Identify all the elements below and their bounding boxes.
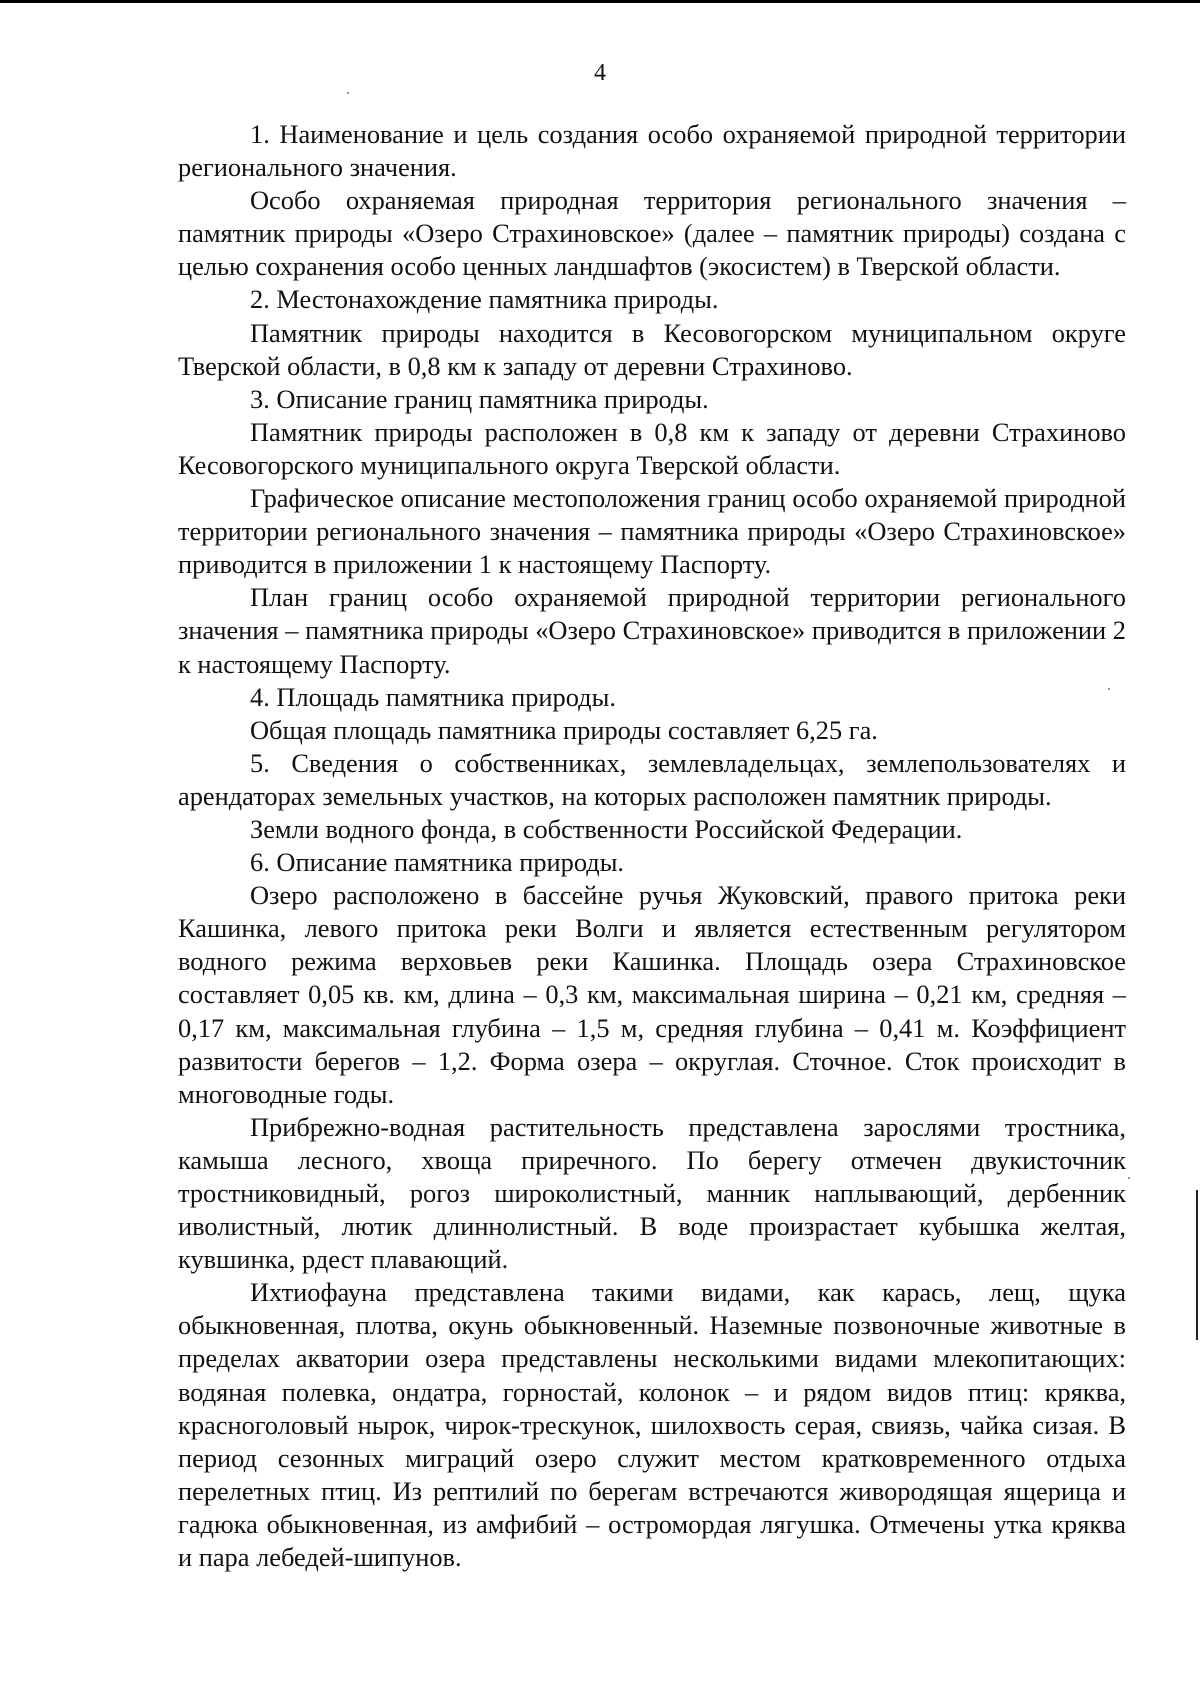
scan-top-edge: [0, 0, 1200, 3]
section-6-fauna: Ихтиофауна представлена такими видами, как карась, лещ, щука обыкновенная, плотва, окунь обыкновенный. Наземные позвоночные животные в пределах акватории озера представлены несколькими видами млекопитающих: водяная полевка, ондатра, горностай, колонок – и рядом видов птиц: кряква, красноголовый нырок, чирок-трескунок, шилохвость серая, свиязь, чайка сизая. В период сезонных миграций озеро служит местом кратковременного отдыха перелетных птиц. Из рептилий по берегам встречаются живородящая ящерица и гадюка обыкновенная, из амфибий – остромордая лягушка. Отмечены утка кряква и пара лебедей-шипунов.: [178, 1277, 1126, 1573]
section-1-text: Особо охраняемая природная территория регионального значения – памятник природы «Озеро Страхиновское» (далее – памятник природы) создана с целью сохранения особо ценных ландшафтов (экосистем) в Тверской области.: [178, 185, 1126, 282]
document-body: [178, 118, 1126, 1574]
scan-speck: [1128, 1177, 1130, 1179]
section-6-heading: 6. Описание памятника природы.: [250, 847, 625, 878]
section-2-heading: 2. Местонахождение памятника природы.: [250, 284, 719, 315]
section-5-heading: 5. Сведения о собственниках, землевладельцах, землепользователях и арендаторах земельных участков, на которых расположен памятник природы.: [178, 747, 1126, 811]
page-number: 4: [594, 60, 606, 86]
section-3-graphic-description: Графическое описание местоположения границ особо охраняемой природной территории регионального значения – памятника природы «Озеро Страхиновское» приводится в приложении 1 к настоящему Паспорту.: [178, 483, 1126, 580]
section-3-boundary-plan: План границ особо охраняемой природной территории регионального значения – памятника природы «Озеро Страхиновское» приводится в приложении 2 к настоящему Паспорту.: [178, 582, 1126, 679]
section-5-text: Земли водного фонда, в собственности Российской Федерации.: [250, 813, 963, 844]
scan-margin-mark: [1196, 1190, 1198, 1340]
scan-speck: [347, 92, 349, 94]
section-6-lake-description: Озеро расположено в бассейне ручья Жуковский, правого притока реки Кашинка, левого притока реки Волги и является естественным регулятором водного режима верховьев реки Кашинка. Площадь озера Страхиновское составляет 0,05 кв. км, длина – 0,3 км, максимальная ширина – 0,21 км, средняя – 0,17 км, максимальная глубина – 1,5 м, средняя глубина – 0,41 м. Коэффициент развитости берегов – 1,2. Форма озера – округлая. Сточное. Сток происходит в многоводные годы.: [178, 880, 1126, 1109]
section-3-text: Памятник природы расположен в 0,8 км к западу от деревни Страхиново Кесовогорского муниципального округа Тверской области.: [178, 416, 1126, 480]
section-3-heading: 3. Описание границ памятника природы.: [250, 383, 709, 414]
section-2-text: Памятник природы находится в Кесовогорском муниципальном округе Тверской области, в 0,8 км к западу от деревни Страхиново.: [178, 317, 1126, 381]
section-1-heading: 1. Наименование и цель создания особо охраняемой природной территории регионального значения.: [178, 119, 1126, 183]
section-4-text: Общая площадь памятника природы составляет 6,25 га.: [250, 714, 878, 745]
section-4-heading: 4. Площадь памятника природы.: [250, 681, 616, 712]
section-6-vegetation: Прибрежно-водная растительность представлена зарослями тростника, камыша лесного, хвоща приречного. По берегу отмечен двукисточник тростниковидный, рогоз широколистный, манник наплывающий, дербенник иволистный, лютик длиннолистный. В воде произрастает кубышка желтая, кувшинка, рдест плавающий.: [178, 1111, 1126, 1275]
